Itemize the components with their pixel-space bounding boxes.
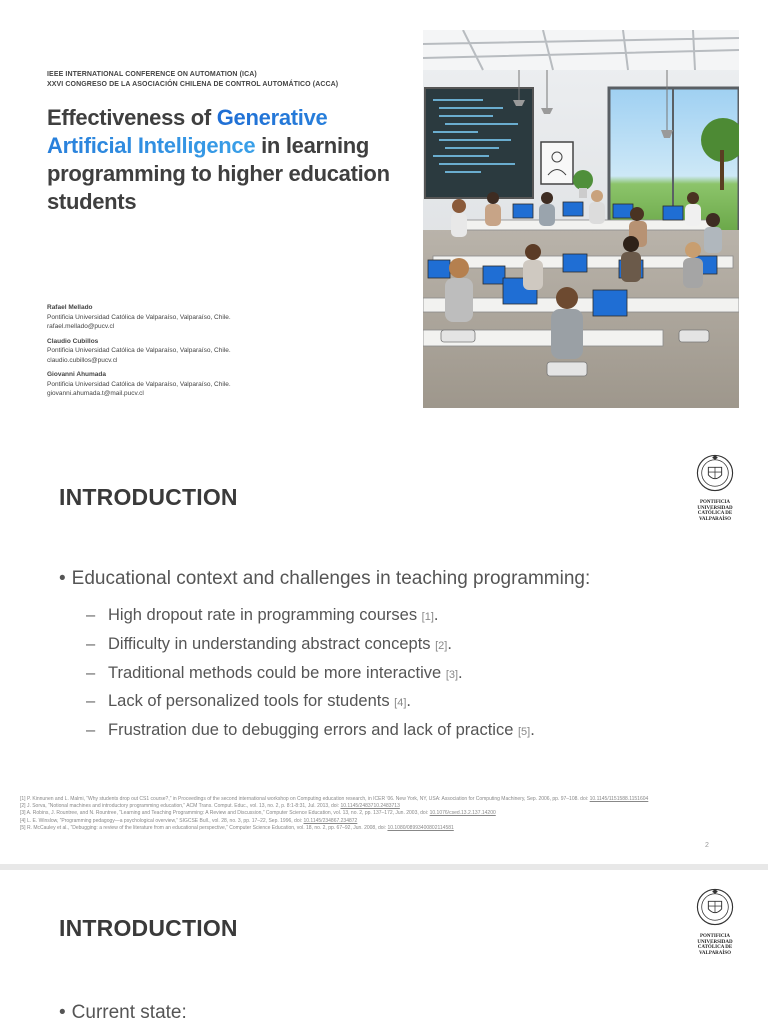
doi-link[interactable]: 10.1145/234867.234872: [303, 817, 358, 824]
citation-ref: [1]: [421, 611, 434, 623]
main-bullet: • Current state:: [59, 1002, 187, 1024]
references: [20, 796, 700, 832]
reference-item: [2] J. Sorva, “Notional machines and introductory programming education,” ACM Trans. Comput. Educ., vol. 13, no. 2, p. 8:1-8:31, Jul. 2013, doi: 10.1145/2483710.2483713: [20, 803, 400, 810]
classroom-illustration: [423, 30, 739, 408]
reference-item: [1] P. Kinnunen and L. Malmi, “Why students drop out CS1 course?,” in Proceedings of the second international workshop on Computing education research, in ICER '06. New York, NY, USA: Association for Computing Machinery, Sep. 2006, pp. 97–108. doi: 10.1145/1151588.1151604: [20, 796, 649, 802]
author-block: [47, 337, 231, 366]
author-block: [47, 370, 231, 399]
conference-header: [47, 70, 338, 90]
conference-line: XXVI CONGRESO DE LA ASOCIACIÓN CHILENA DE CONTROL AUTOMÁTICO (ACCA): [47, 81, 339, 88]
main-bullet: • Educational context and challenges in teaching programming:: [59, 568, 590, 590]
citation-ref: [3]: [445, 668, 459, 681]
list-item: – Frustration due to debugging errors and lack of practice [5].: [86, 721, 535, 740]
list-item: – Lack of personalized tools for students [4].: [86, 692, 411, 711]
classroom-image: [423, 30, 739, 408]
list-item: – Difficulty in understanding abstract concepts [2].: [86, 634, 452, 653]
author-affiliation: Pontificia Universidad Católica de Valparaíso, Valparaíso, Chile.: [47, 380, 231, 388]
author-affiliation: Pontificia Universidad Católica de Valparaíso, Valparaíso, Chile.: [47, 313, 231, 321]
list-item: – High dropout rate in programming courses [1].: [86, 606, 439, 624]
introduction-slide: [0, 432, 768, 864]
doi-link[interactable]: 10.1080/08993400802114581: [387, 824, 454, 831]
reference-item: [4] L. E. Winslow, “Programming pedagogy—a psychological overview,” SIGCSE Bull., vol. 28, no. 3, pp. 17–22, Sep. 1996, doi: 10.1145/234867.234872: [20, 817, 358, 824]
citation-ref: [5]: [517, 726, 531, 739]
author-name: Claudio Cubillos: [47, 337, 99, 345]
title-part-1: Effectiveness of: [47, 105, 217, 130]
university-seal-icon: [696, 888, 734, 926]
doi-link[interactable]: 10.1145/1151588.1151604: [589, 796, 649, 802]
author-email: claudio.cubillos@pucv.cl: [47, 356, 118, 364]
author-list: [47, 303, 231, 404]
university-seal-icon: [696, 454, 734, 492]
slide-heading: INTRODUCTION: [59, 915, 238, 941]
author-name: Giovanni Ahumada: [47, 371, 106, 378]
doi-link[interactable]: 10.1076/csed.13.2.137.14200: [429, 810, 496, 817]
title-slide: [0, 0, 768, 432]
university-logo: [693, 454, 737, 522]
challenges-list: [86, 604, 535, 748]
presentation-title: [47, 104, 407, 216]
citation-ref: [4]: [394, 697, 407, 710]
slide-heading: INTRODUCTION: [59, 484, 238, 510]
university-logo: [693, 888, 737, 956]
conference-line: IEEE INTERNATIONAL CONFERENCE ON AUTOMATION (ICA): [47, 71, 257, 78]
page-number: 2: [705, 842, 709, 849]
reference-item: [5] R. McCauley et al., “Debugging: a review of the literature from an educational perspective,” Computer Science Education, vol. 18, no. 2, pp. 67–92, Jun. 2008, doi: 10.1080/08993400802114581: [20, 824, 454, 831]
title-accent: Generative Artificial Intelligence: [47, 105, 328, 158]
introduction-slide-2: [0, 870, 768, 1024]
title-part-2: in learning programming to higher education students: [47, 133, 390, 214]
author-name: Rafael Mellado: [47, 304, 93, 311]
author-affiliation: Pontificia Universidad Católica de Valparaíso, Valparaíso, Chile.: [47, 347, 231, 354]
list-item: – Traditional methods could be more interactive [3].: [86, 663, 463, 682]
reference-item: [3] A. Robins, J. Rountree, and N. Rountree, “Learning and Teaching Programming: A Review and Discussion,” Computer Science Education, vol. 13, no. 2, pp. 137–172, Jun. 2003, doi: 10.1076/csed.13.2.137.14200: [20, 810, 496, 817]
university-name: PONTIFICIA UNIVERSIDAD CATÓLICA DE VALPARAÍSO: [697, 500, 733, 522]
author-block: [47, 303, 231, 332]
university-name: PONTIFICIA UNIVERSIDAD CATÓLICA DE VALPARAÍSO: [697, 934, 733, 956]
doi-link[interactable]: 10.1145/2483710.2483713: [340, 803, 400, 810]
author-email: rafael.mellado@pucv.cl: [47, 323, 115, 330]
citation-ref: [2]: [435, 639, 448, 652]
author-email: giovanni.ahumada.t@mail.pucv.cl: [47, 390, 144, 397]
